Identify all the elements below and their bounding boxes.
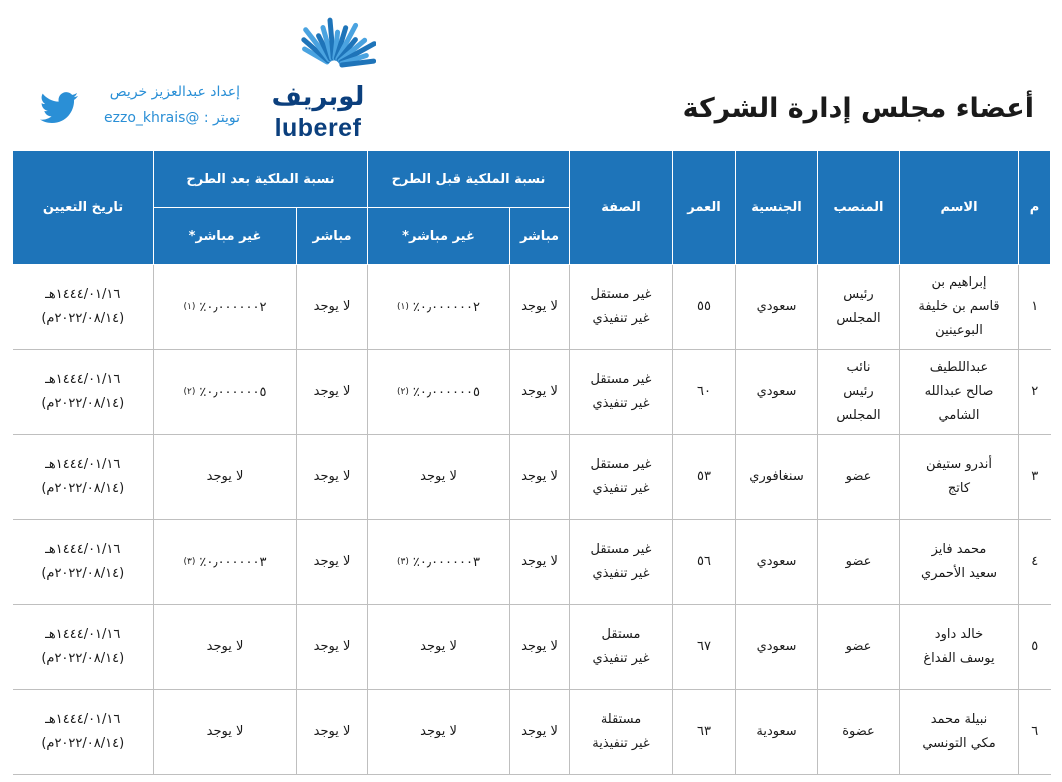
line: مكي التونسي: [922, 736, 996, 751]
line: البوعينين: [935, 323, 983, 338]
cell-before-indirect: [368, 520, 510, 605]
credit-twitter-handle[interactable]: تويتر : @ezzo_khrais: [104, 110, 240, 126]
value: ٠٫٠٠٠٠٠٠٥٪: [199, 384, 267, 400]
cell-after-indirect: [154, 520, 297, 605]
cell-age: ٦٧: [673, 605, 736, 690]
cell-position: [818, 605, 900, 690]
line: نبيلة محمد: [930, 712, 988, 727]
cell-nationality: سعودية: [736, 690, 818, 775]
cell-after-indirect: [154, 265, 297, 350]
header-index: م: [1019, 151, 1051, 265]
cell-position: [818, 690, 900, 775]
cell-before-indirect: [368, 435, 510, 520]
cell-before-direct: لا يوجد: [510, 350, 570, 435]
footnote-ref: (٣): [183, 556, 196, 567]
cell-after-indirect: [154, 435, 297, 520]
logo-arabic-text: لوبريف: [271, 82, 365, 112]
line: كاتج: [947, 481, 971, 496]
header-after-direct: مباشر: [297, 208, 368, 265]
logo-english-text: luberef: [274, 114, 362, 142]
line: قاسم بن خليفة: [918, 299, 1000, 314]
cell-age: ٦٠: [673, 350, 736, 435]
line: غير مستقل: [590, 542, 652, 557]
table-row: [13, 265, 1051, 350]
table-row: [13, 605, 1051, 690]
cell-nationality: سعودي: [736, 350, 818, 435]
cell-name: [900, 350, 1019, 435]
line: الشامي: [938, 408, 980, 423]
cell-after-direct: لا يوجد: [297, 350, 368, 435]
line: عبداللطيف: [929, 360, 989, 375]
footnote-ref: (٢): [397, 386, 409, 397]
cell-name: [900, 435, 1019, 520]
line: نائب: [846, 360, 871, 375]
value: لا يوجد: [206, 639, 244, 654]
table-row: [13, 690, 1051, 775]
line: يوسف الفداغ: [923, 651, 995, 666]
line: محمد فايز: [931, 542, 987, 557]
cell-capacity: [570, 605, 673, 690]
cell-after-direct: لا يوجد: [297, 690, 368, 775]
cell-index: ٦: [1019, 690, 1051, 775]
header-position: المنصب: [818, 151, 900, 265]
header-nationality: الجنسية: [736, 151, 818, 265]
header-after-indirect: غير مباشر*: [154, 208, 297, 265]
cell-before-indirect: [368, 690, 510, 775]
cell-name: [900, 520, 1019, 605]
cell-position: [818, 350, 900, 435]
line: مستقلة: [600, 712, 642, 727]
line: عضو: [845, 469, 872, 484]
cell-appointment-date: [13, 690, 154, 775]
cell-name: [900, 265, 1019, 350]
header-before-indirect: غير مباشر*: [368, 208, 510, 265]
cell-capacity: [570, 435, 673, 520]
cell-capacity: [570, 520, 673, 605]
date-gregorian: (٢٠٢٢/٠٨/١٤م): [41, 311, 125, 326]
cell-position: [818, 265, 900, 350]
line: غير تنفيذية: [592, 736, 650, 751]
line: خالد داود: [934, 627, 984, 642]
line: عضو: [845, 639, 872, 654]
cell-before-direct: لا يوجد: [510, 435, 570, 520]
date-gregorian: (٢٠٢٢/٠٨/١٤م): [41, 566, 125, 581]
cell-name: [900, 605, 1019, 690]
cell-nationality: سنغافوري: [736, 435, 818, 520]
line: غير تنفيذي: [592, 566, 650, 581]
value: لا يوجد: [206, 469, 244, 484]
cell-capacity: [570, 265, 673, 350]
line: غير تنفيذي: [592, 481, 650, 496]
cell-nationality: سعودي: [736, 605, 818, 690]
line: غير مستقل: [590, 457, 652, 472]
line: غير تنفيذي: [592, 311, 650, 326]
value: لا يوجد: [420, 724, 457, 739]
cell-after-direct: لا يوجد: [297, 605, 368, 690]
date-gregorian: (٢٠٢٢/٠٨/١٤م): [41, 481, 125, 496]
date-hijri: ١٤٤٤/٠١/١٦هـ: [45, 627, 121, 642]
cell-index: ٣: [1019, 435, 1051, 520]
cell-appointment-date: [13, 265, 154, 350]
line: المجلس: [836, 311, 881, 326]
line: سعيد الأحمري: [921, 566, 997, 581]
date-gregorian: (٢٠٢٢/٠٨/١٤م): [41, 736, 125, 751]
line: رئيس: [843, 287, 874, 302]
cell-after-indirect: [154, 690, 297, 775]
cell-before-direct: لا يوجد: [510, 605, 570, 690]
value: لا يوجد: [420, 639, 457, 654]
cell-after-direct: لا يوجد: [297, 265, 368, 350]
cell-index: ٤: [1019, 520, 1051, 605]
line: عضو: [845, 554, 872, 569]
cell-index: ٥: [1019, 605, 1051, 690]
value: ٠٫٠٠٠٠٠٠٢٪: [199, 299, 267, 315]
cell-position: [818, 435, 900, 520]
date-hijri: ١٤٤٤/٠١/١٦هـ: [45, 712, 121, 727]
footnote-ref: (١): [183, 301, 196, 312]
cell-name: [900, 690, 1019, 775]
date-hijri: ١٤٤٤/٠١/١٦هـ: [45, 542, 121, 557]
credit-author-line: إعداد عبدالعزيز خريص: [109, 84, 240, 100]
page-header: [0, 0, 1062, 148]
line: صالح عبدالله: [924, 384, 994, 399]
cell-after-direct: لا يوجد: [297, 520, 368, 605]
line: إبراهيم بن: [931, 275, 987, 290]
value: ٠٫٠٠٠٠٠٠٣٪: [412, 554, 480, 570]
value: ٠٫٠٠٠٠٠٠٥٪: [412, 384, 480, 400]
date-gregorian: (٢٠٢٢/٠٨/١٤م): [41, 651, 125, 666]
date-hijri: ١٤٤٤/٠١/١٦هـ: [45, 287, 121, 302]
line: المجلس: [836, 408, 881, 423]
header-before-direct: مباشر: [510, 208, 570, 265]
cell-before-indirect: [368, 265, 510, 350]
footnote-ref: (٣): [397, 556, 409, 567]
header-name: الاسم: [900, 151, 1019, 265]
luberef-fan-logo-icon: [264, 4, 376, 88]
cell-before-direct: لا يوجد: [510, 520, 570, 605]
date-hijri: ١٤٤٤/٠١/١٦هـ: [45, 457, 121, 472]
table-row: [13, 435, 1051, 520]
line: أندرو ستيفن: [926, 457, 992, 472]
line: مستقل: [601, 627, 641, 642]
line: رئيس: [843, 384, 874, 399]
footnote-ref: (١): [397, 301, 409, 312]
cell-index: ١: [1019, 265, 1051, 350]
cell-nationality: سعودي: [736, 265, 818, 350]
twitter-bird-icon: [40, 92, 78, 124]
cell-index: ٢: [1019, 350, 1051, 435]
cell-after-indirect: [154, 350, 297, 435]
cell-capacity: [570, 690, 673, 775]
header-capacity: الصفة: [570, 151, 673, 265]
header-ownership-after: نسبة الملكية بعد الطرح: [154, 151, 368, 208]
value: لا يوجد: [420, 469, 457, 484]
line: غير تنفيذي: [592, 651, 650, 666]
table-row: [13, 520, 1051, 605]
cell-after-indirect: [154, 605, 297, 690]
cell-appointment-date: [13, 605, 154, 690]
cell-age: ٥٦: [673, 520, 736, 605]
table-row: [13, 350, 1051, 435]
author-credit: [40, 84, 240, 134]
cell-position: [818, 520, 900, 605]
value: لا يوجد: [206, 724, 244, 739]
cell-before-indirect: [368, 605, 510, 690]
line: غير مستقل: [590, 287, 652, 302]
cell-before-direct: لا يوجد: [510, 690, 570, 775]
cell-appointment-date: [13, 520, 154, 605]
line: غير مستقل: [590, 372, 652, 387]
date-gregorian: (٢٠٢٢/٠٨/١٤م): [41, 396, 125, 411]
footnote-ref: (٢): [183, 386, 196, 397]
header-ownership-before: نسبة الملكية قبل الطرح: [368, 151, 570, 208]
page-title: أعضاء مجلس إدارة الشركة: [682, 93, 1034, 124]
cell-nationality: سعودي: [736, 520, 818, 605]
cell-age: ٥٣: [673, 435, 736, 520]
cell-before-direct: لا يوجد: [510, 265, 570, 350]
cell-age: ٦٣: [673, 690, 736, 775]
line: عضوة: [842, 724, 875, 739]
cell-appointment-date: [13, 435, 154, 520]
header-appointment-date: تاريخ التعيين: [13, 151, 154, 265]
company-logo: [268, 4, 380, 144]
value: ٠٫٠٠٠٠٠٠٢٪: [412, 299, 480, 315]
value: ٠٫٠٠٠٠٠٠٣٪: [199, 554, 267, 570]
cell-after-direct: لا يوجد: [297, 435, 368, 520]
board-members-table: [12, 150, 1051, 775]
header-age: العمر: [673, 151, 736, 265]
date-hijri: ١٤٤٤/٠١/١٦هـ: [45, 372, 121, 387]
cell-appointment-date: [13, 350, 154, 435]
cell-capacity: [570, 350, 673, 435]
line: غير تنفيذي: [592, 396, 650, 411]
cell-age: ٥٥: [673, 265, 736, 350]
cell-before-indirect: [368, 350, 510, 435]
